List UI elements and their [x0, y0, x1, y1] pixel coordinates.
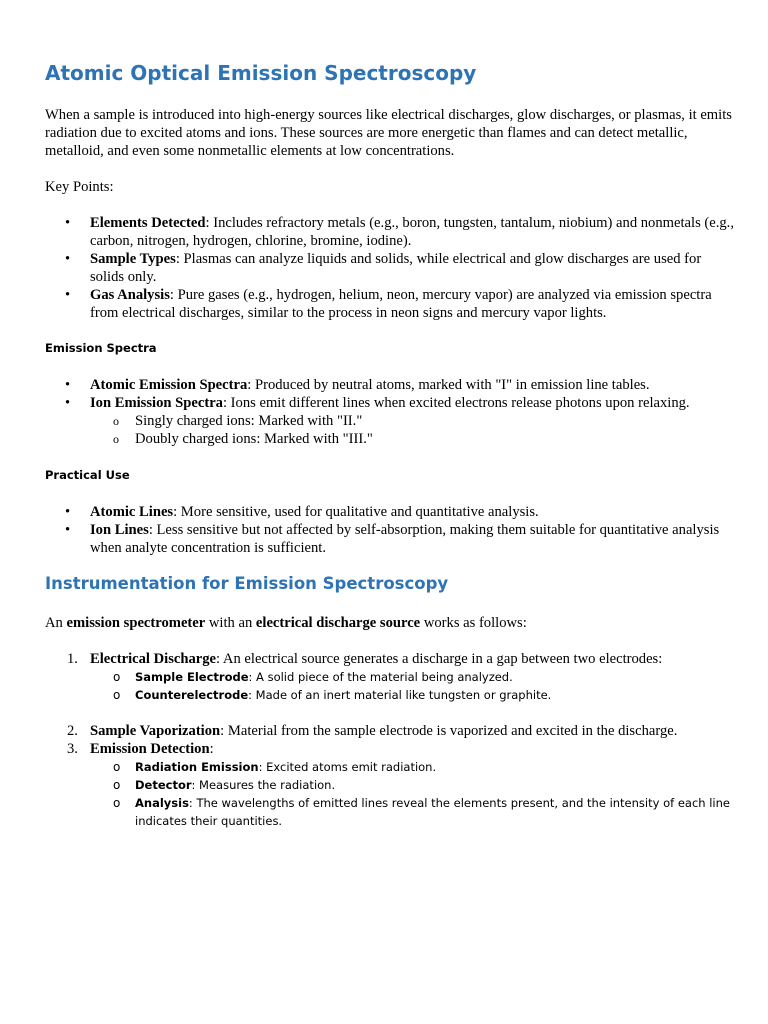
sub-item-text: : Measures the radiation.	[191, 778, 336, 792]
item-text: : Plasmas can analyze liquids and solids, while electrical and glow discharges are used for solids only.	[90, 251, 702, 285]
sub-list-item	[90, 758, 735, 776]
step-number: 2.	[67, 723, 78, 739]
item-term: Atomic Lines	[90, 504, 174, 520]
list-item	[45, 521, 735, 557]
key-points-label: Key Points:	[45, 179, 114, 195]
sub-item-term: Detector	[135, 778, 192, 792]
step-term: Sample Vaporization	[90, 723, 221, 739]
sub-item-text: : Excited atoms emit radiation.	[258, 760, 437, 774]
practical-use-heading: Practical Use	[45, 468, 130, 482]
step-term: Electrical Discharge	[90, 651, 217, 667]
item-text: : Pure gases (e.g., hydrogen, helium, neon, mercury vapor) are analyzed via emission spectra from electrical discharges, similar to the process in neon signs and mercury vapor lights.	[90, 287, 712, 321]
step-term: Emission Detection	[90, 741, 210, 757]
sub-item-term: Counterelectrode	[135, 688, 249, 702]
step-number: 3.	[67, 741, 78, 757]
step-subitems-list	[90, 758, 735, 830]
item-term: Ion Emission Spectra	[90, 395, 223, 411]
sub-list-item	[90, 794, 735, 830]
instrumentation-heading: Instrumentation for Emission Spectroscopy	[45, 574, 449, 593]
item-text: : Ions emit different lines when excited electrons release photons upon relaxing.	[222, 395, 690, 411]
item-text: : More sensitive, used for qualitative and quantitative analysis.	[173, 504, 539, 520]
emission-spectra-list	[45, 376, 735, 448]
step-text: : An electrical source generates a discharge in a gap between two electrodes:	[216, 651, 663, 667]
list-item	[45, 503, 735, 521]
list-item	[45, 286, 735, 322]
sub-item-term: Analysis	[135, 796, 189, 810]
instrumentation-intro	[45, 614, 735, 632]
sub-item-term: Radiation Emission	[135, 760, 259, 774]
sub-list-item: o Singly charged ions: Marked with "II."	[90, 412, 735, 430]
list-item	[45, 376, 735, 394]
intro-term: electrical discharge source	[255, 615, 421, 631]
intro-text: An	[45, 615, 67, 631]
key-points-list	[45, 214, 735, 322]
list-item	[45, 250, 735, 286]
sub-item-term: Sample Electrode	[135, 670, 249, 684]
item-text: : Includes refractory metals (e.g., boron, tungsten, tantalum, niobium) and nonmetals (e.g., carbon, nitrogen, hydrogen, chlorine, bromine, iodine).	[90, 215, 734, 249]
item-text: : Produced by neutral atoms, marked with "I" in emission line tables.	[247, 377, 650, 393]
item-term: Elements Detected	[90, 215, 206, 231]
intro-term: emission spectrometer	[66, 615, 206, 631]
item-term: Sample Types	[90, 251, 176, 267]
intro-paragraph: When a sample is introduced into high-energy sources like electrical discharges, glow discharges, or plasmas, it emits radiation due to excited atoms and ions. These sources are more energetic than flames and can detect metallic, metalloid, and even some nonmetallic elements at low concentrations.	[45, 107, 732, 159]
ion-subitems-list	[90, 412, 735, 448]
sub-list-item: o Doubly charged ions: Marked with "III."	[90, 430, 735, 448]
item-term: Atomic Emission Spectra	[90, 377, 248, 393]
numbered-step	[45, 740, 735, 830]
step-subitems-list	[90, 668, 735, 704]
sub-list-item	[90, 668, 735, 686]
list-item	[45, 214, 735, 250]
intro-text: with an	[205, 615, 256, 631]
instrumentation-steps-list-continued	[45, 722, 735, 830]
sub-item-text: : Made of an inert material like tungsten or graphite.	[248, 688, 552, 702]
step-text: : Material from the sample electrode is vaporized and excited in the discharge.	[220, 723, 678, 739]
intro-text: works as follows:	[420, 615, 527, 631]
numbered-step	[45, 650, 735, 704]
item-term: Gas Analysis	[90, 287, 170, 303]
item-text: : Less sensitive but not affected by self-absorption, making them suitable for quantitative analysis when analyte concentration is sufficient.	[90, 522, 720, 556]
numbered-step	[45, 722, 735, 740]
step-number: 1.	[67, 651, 78, 667]
sub-item-text: : The wavelengths of emitted lines reveal the elements present, and the intensity of each line indicates their quantities.	[135, 796, 730, 828]
step-text: :	[209, 741, 214, 757]
item-term: Ion Lines	[90, 522, 149, 538]
list-item	[45, 394, 735, 448]
sub-item-text: : A solid piece of the material being analyzed.	[248, 670, 513, 684]
sub-list-item	[90, 776, 735, 794]
page-title: Atomic Optical Emission Spectroscopy	[45, 61, 477, 85]
emission-spectra-heading: Emission Spectra	[45, 341, 157, 355]
sub-list-item	[90, 686, 735, 704]
instrumentation-steps-list	[45, 650, 735, 704]
practical-use-list	[45, 503, 735, 557]
